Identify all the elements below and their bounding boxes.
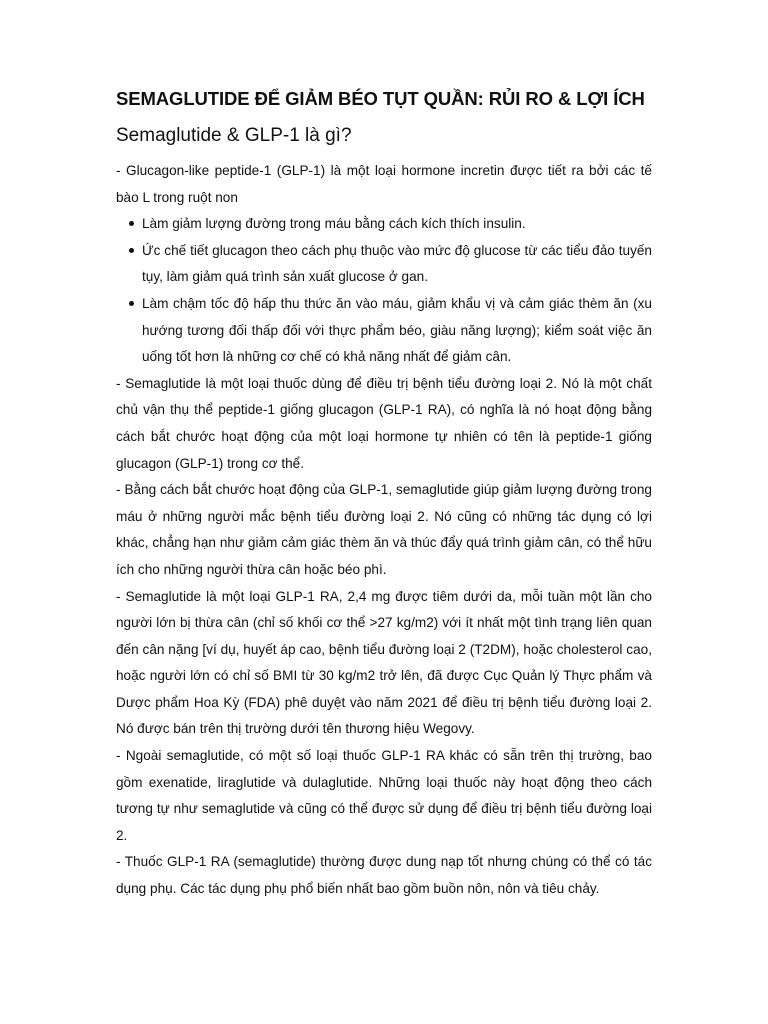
body-paragraph: - Ngoài semaglutide, có một số loại thuốc GLP-1 RA khác có sẵn trên thị trường, bao gồm exenatide, liraglutide và dulaglutide. Những loại thuốc này hoạt động theo cách tương tự như semaglutide và cũng có thể được sử dụng để điều trị bệnh tiểu đường loại 2. [116, 748, 652, 843]
list-item-text: Làm chậm tốc độ hấp thu thức ăn vào máu, giảm khẩu vị và cảm giác thèm ăn (xu hướng tương đối thấp đối với thực phẩm béo, giàu năng lượng); kiểm soát việc ăn uống tốt hơn là những cơ chế có khả năng nhất để giảm cân. [142, 295, 652, 365]
list-item [116, 291, 652, 371]
intro-paragraph: - Glucagon-like peptide-1 (GLP-1) là một loại hormone incretin được tiết ra bởi các tế bào L trong ruột non [116, 163, 652, 205]
list-item-text: Ức chế tiết glucagon theo cách phụ thuộc vào mức độ glucose từ các tiểu đảo tuyến tụy, làm giảm quá trình sản xuất glucose ở gan. [142, 242, 652, 285]
body-paragraph: - Thuốc GLP-1 RA (semaglutide) thường được dung nạp tốt nhưng chúng có thể có tác dụng phụ. Các tác dụng phụ phổ biến nhất bao gồm buồn nôn, nôn và tiêu chảy. [116, 854, 652, 897]
document-body [116, 86, 652, 903]
body-paragraph: - Semaglutide là một loại GLP-1 RA, 2,4 mg được tiêm dưới da, mỗi tuần một lần cho người lớn bị thừa cân (chỉ số khối cơ thể >27 kg/m2) với ít nhất một tình trạng liên quan đến cân nặng [ví dụ, huyết áp cao, bệnh tiểu đường loại 2 (T2DM), hoặc cholesterol cao, hoặc người lớn có chỉ số BMI từ 30 kg/m2 trở lên, đã được Cục Quản lý Thực phẩm và Dược phẩm Hoa Kỳ (FDA) phê duyệt vào năm 2021 để điều trị bệnh tiểu đường loại 2. Nó được bán trên thị trường dưới tên thương hiệu Wegovy. [116, 588, 652, 737]
bullet-icon [129, 221, 134, 226]
document-title: SEMAGLUTIDE ĐỂ GIẢM BÉO TỤT QUẦN: RỦI RO & LỢI ÍCH [116, 88, 645, 109]
body-paragraph: - Bằng cách bắt chước hoạt động của GLP-1, semaglutide giúp giảm lượng đường trong máu ở những người mắc bệnh tiểu đường loại 2. Nó cũng có những tác dụng có lợi khác, chẳng hạn như giảm cảm giác thèm ăn và thúc đẩy quá trình giảm cân, có thể hữu ích cho những người thừa cân hoặc béo phì. [116, 482, 652, 577]
section-heading: Semaglutide & GLP-1 là gì? [116, 125, 352, 146]
body-paragraph: - Semaglutide là một loại thuốc dùng để điều trị bệnh tiểu đường loại 2. Nó là một chất chủ vận thụ thể peptide-1 giống glucagon (GLP-1 RA), có nghĩa là nó hoạt động bằng cách bắt chước hoạt động của một loại hormone tự nhiên có tên là peptide-1 giống glucagon (GLP-1) trong cơ thể. [116, 375, 652, 471]
bullet-list [116, 211, 652, 371]
list-item [116, 238, 652, 291]
list-item-text: Làm giảm lượng đường trong máu bằng cách kích thích insulin. [142, 216, 526, 232]
bullet-icon [129, 248, 134, 253]
bullet-icon [129, 301, 134, 306]
list-item [116, 211, 652, 238]
